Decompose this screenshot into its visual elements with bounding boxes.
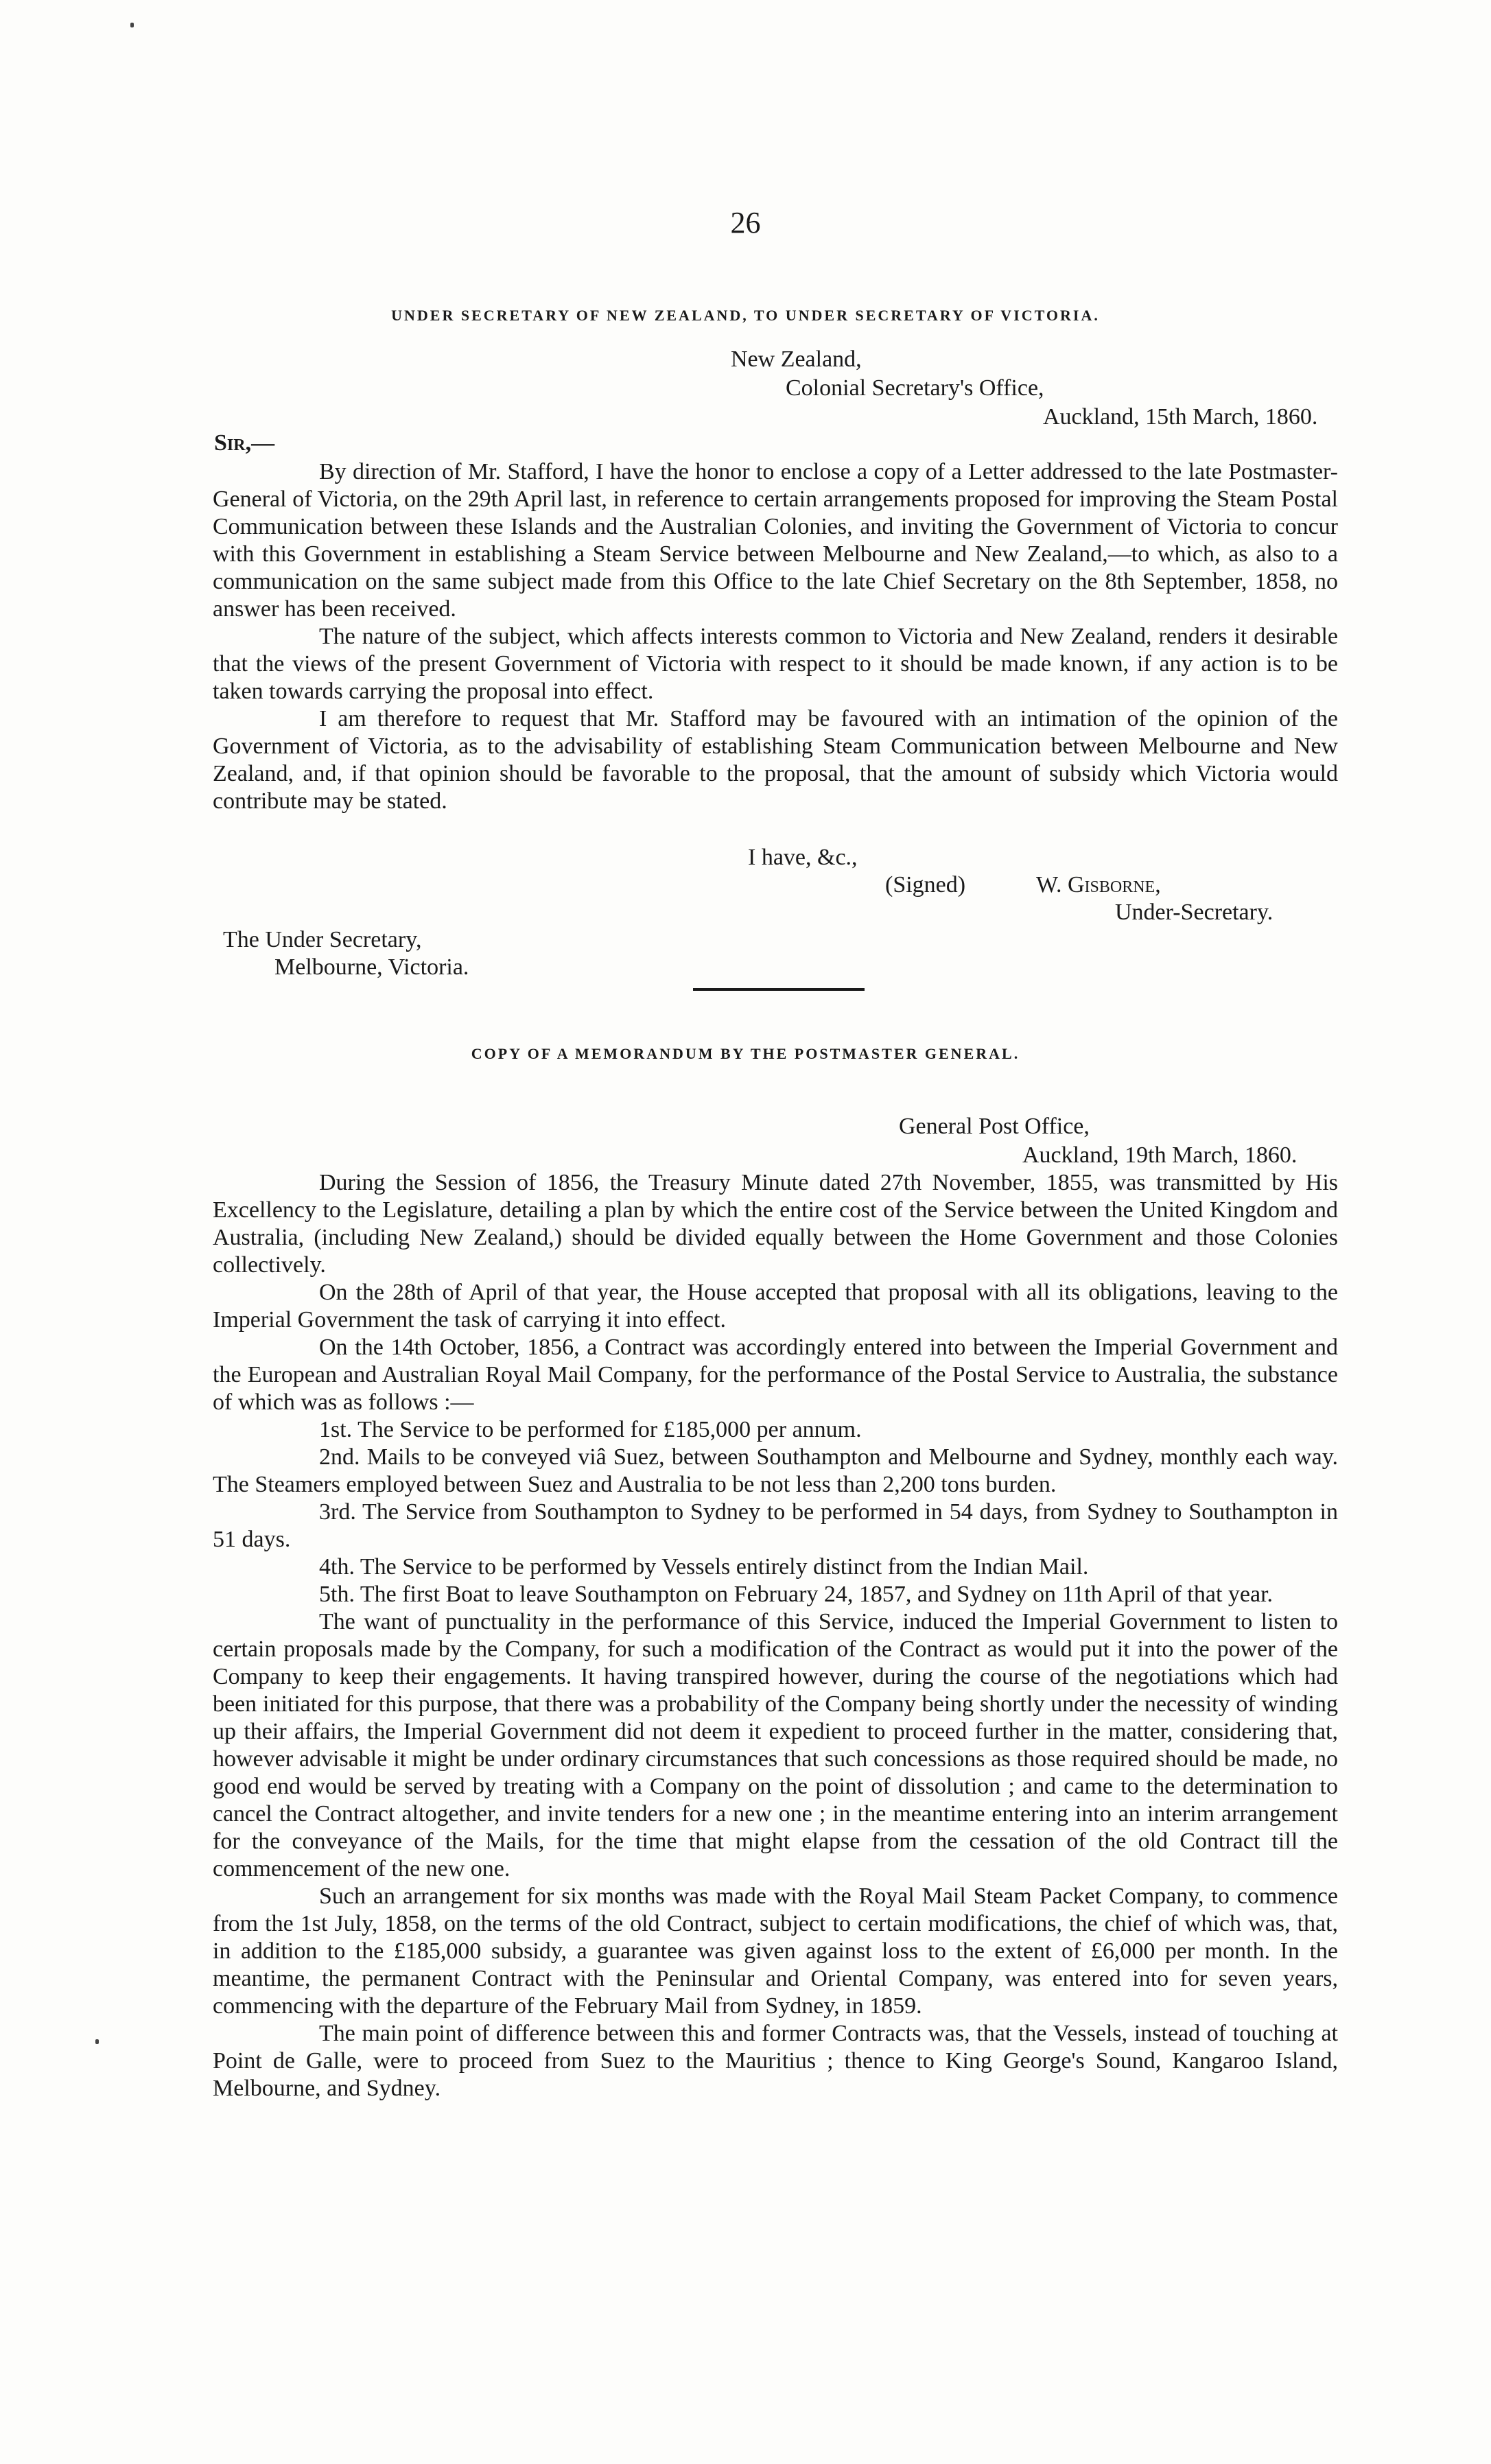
memo-address-line1: General Post Office, [899, 1114, 1090, 1139]
memo-body [213, 1169, 1338, 2102]
memo-list-item: 1st. The Service to be performed for £185,000 per annum. [319, 1417, 862, 1442]
section-divider [693, 988, 865, 991]
memo-paragraph: The main point of difference between this and former Contracts was, that the Vessels, instead of touching at Point de Galle, were to proceed from Suez to the Mauritius ; thence to King George's Sound, Kangaroo Island, Melbourne, and Sydney. [213, 2021, 1338, 2101]
memo-list-item: 2nd. Mails to be conveyed viâ Suez, between Southampton and Melbourne and Sydney, monthly each way. The Steamers employed between Suez and Australia to be not less than 2,200 tons burden. [213, 1444, 1338, 1497]
signer-title: Under-Secretary. [1115, 900, 1273, 925]
memo-list-item: 3rd. The Service from Southampton to Sydney to be performed in 54 days, from Sydney to Southampton in 51 days. [213, 1499, 1338, 1552]
letter-body [213, 458, 1338, 815]
memo-paragraph: The want of punctuality in the performance of this Service, induced the Imperial Government to listen to certain proposals made by the Company, for such a modification of the Contract as would put it into the power of the Company to keep their engagements. It having transpired however, during the course of the negotiations which had been initiated for this purpose, that there was a probability of the Company being shortly under the necessity of winding up their affairs, the Imperial Government did not deem it expedient to proceed further in the matter, considering that, however advisable it might be under ordinary circumstances that such concessions as those required should be made, no good end would be served by treating with a Company on the point of dissolution ; and came to the determination to cancel the Contract altogether, and invite tenders for a new one ; in the meantime entering into an interim arrangement for the conveyance of the Mails, for the time that might elapse from the cessation of the old Contract till the commencement of the new one. [213, 1609, 1338, 1881]
letter-heading: UNDER SECRETARY OF NEW ZEALAND, TO UNDER SECRETARY OF VICTORIA. [391, 307, 1100, 324]
letter-closing: I have, &c., [748, 845, 858, 870]
ink-speck [130, 23, 134, 27]
memo-paragraph: Such an arrangement for six months was made with the Royal Mail Steam Packet Company, to commence from the 1st July, 1858, on the terms of the old Contract, subject to certain modifications, the chief of which was, that, in addition to the £185,000 subsidy, a guarantee was given against loss to the extent of £6,000 per month. In the meantime, the permanent Contract with the Peninsular and Oriental Company, was entered into for seven years, commencing with the departure of the February Mail from Sydney, in 1859. [213, 1884, 1338, 2019]
addressee-line1: The Under Secretary, [223, 927, 422, 952]
page-number: 26 [730, 206, 761, 239]
memo-list-item: 5th. The first Boat to leave Southampton on February 24, 1857, and Sydney on 11th April of that year. [319, 1582, 1273, 1607]
signer-name: W. Gisborne, [1036, 872, 1161, 897]
memo-address-line2: Auckland, 19th March, 1860. [1022, 1142, 1298, 1168]
memo-paragraph: On the 28th of April of that year, the House accepted that proposal with all its obligations, leaving to the Imperial Government the task of carrying it into effect. [213, 1280, 1338, 1333]
letter-paragraph: I am therefore to request that Mr. Stafford may be favoured with an intimation of the opinion of the Government of Victoria, as to the advisability of establishing Steam Communication between Melbourne and New Zealand, and, if that opinion should be favorable to the proposal, that the amount of subsidy which Victoria would contribute may be stated. [213, 706, 1338, 814]
letter-address-line2: Colonial Secretary's Office, [786, 375, 1044, 401]
ink-speck [95, 2039, 99, 2044]
memo-paragraph: During the Session of 1856, the Treasury Minute dated 27th November, 1855, was transmitted by His Excellency to the Legislature, detailing a plan by which the entire cost of the Service between the United Kingdom and Australia, (including New Zealand,) should be divided equally between the Home Government and those Colonies collectively. [213, 1170, 1338, 1278]
memo-paragraph: On the 14th October, 1856, a Contract was accordingly entered into between the Imperial Government and the European and Australian Royal Mail Company, for the performance of the Postal Service to Australia, the substance of which was as follows :— [213, 1335, 1338, 1415]
memo-heading: COPY OF A MEMORANDUM BY THE POSTMASTER GENERAL. [471, 1045, 1020, 1062]
addressee-line2: Melbourne, Victoria. [274, 954, 469, 980]
letter-address-line1: New Zealand, [731, 347, 862, 372]
letter-address-line3: Auckland, 15th March, 1860. [1043, 404, 1318, 430]
letter-paragraph: The nature of the subject, which affects interests common to Victoria and New Zealand, renders it desirable that the views of the present Government of Victoria with respect to it should be made known, if any action is to be taken towards carrying the proposal into effect. [213, 624, 1338, 704]
letter-paragraph: By direction of Mr. Stafford, I have the honor to enclose a copy of a Letter addressed to the late Postmaster-General of Victoria, on the 29th April last, in reference to certain arrangements proposed for improving the Steam Postal Communication between these Islands and the Australian Colonies, and inviting the Government of Victoria to concur with this Government in establishing a Steam Service between Melbourne and New Zealand,—to which, as also to a communication on the same subject made from this Office to the late Chief Secretary on the 8th September, 1858, no answer has been received. [213, 459, 1338, 622]
salutation: Sir,— [214, 430, 275, 456]
memo-list-item: 4th. The Service to be performed by Vessels entirely distinct from the Indian Mail. [319, 1554, 1089, 1580]
signed-label: (Signed) [885, 872, 966, 897]
